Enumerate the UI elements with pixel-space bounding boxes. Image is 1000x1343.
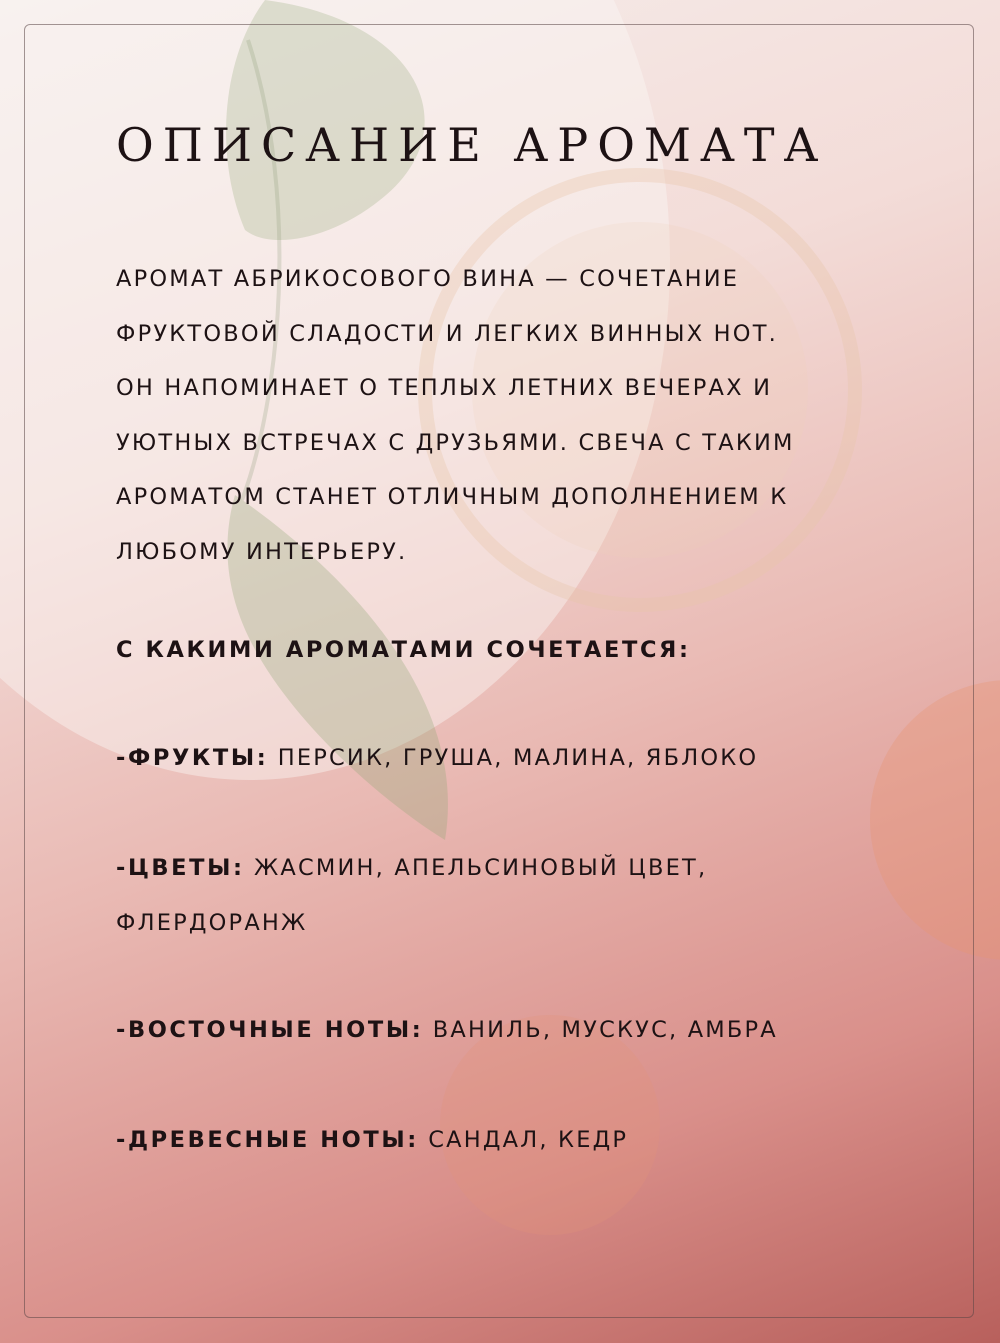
description <box>116 252 916 579</box>
description-line: АРОМАТ АБРИКОСОВОГО ВИНА — СОЧЕТАНИЕ <box>116 266 740 292</box>
description-line: АРОМАТОМ СТАНЕТ ОТЛИЧНЫМ ДОПОЛНЕНИЕМ К <box>116 484 789 510</box>
pairing-label: -ЦВЕТЫ: <box>116 855 245 881</box>
pairing-heading: С КАКИМИ АРОМАТАМИ СОЧЕТАЕТСЯ: <box>116 637 691 663</box>
pairing-oriental <box>116 1003 916 1058</box>
description-line: ОН НАПОМИНАЕТ О ТЕПЛЫХ ЛЕТНИХ ВЕЧЕРАХ И <box>116 375 773 401</box>
pairing-value: САНДАЛ, КЕДР <box>428 1127 629 1153</box>
pairing-value-continued: ФЛЕРДОРАНЖ <box>116 910 308 936</box>
pairing-value: ВАНИЛЬ, МУСКУС, АМБРА <box>432 1017 778 1043</box>
pairing-value: ПЕРСИК, ГРУША, МАЛИНА, ЯБЛОКО <box>277 745 759 771</box>
description-line: ЛЮБОМУ ИНТЕРЬЕРУ. <box>116 538 408 565</box>
description-line: УЮТНЫХ ВСТРЕЧАХ С ДРУЗЬЯМИ. СВЕЧА С ТАКИМ <box>116 429 795 456</box>
page-title: ОПИСАНИЕ АРОМАТА <box>116 118 828 172</box>
pairing-label: -ФРУКТЫ: <box>116 745 269 771</box>
pairing-woody <box>116 1113 916 1168</box>
pairing-label: -ДРЕВЕСНЫЕ НОТЫ: <box>116 1127 419 1153</box>
pairing-fruits <box>116 731 916 786</box>
pairing-flowers <box>116 841 916 951</box>
pairing-value: ЖАСМИН, АПЕЛЬСИНОВЫЙ ЦВЕТ, <box>253 855 708 881</box>
description-line: ФРУКТОВОЙ СЛАДОСТИ И ЛЕГКИХ ВИННЫХ НОТ. <box>116 320 779 347</box>
pairing-label: -ВОСТОЧНЫЕ НОТЫ: <box>116 1017 424 1043</box>
